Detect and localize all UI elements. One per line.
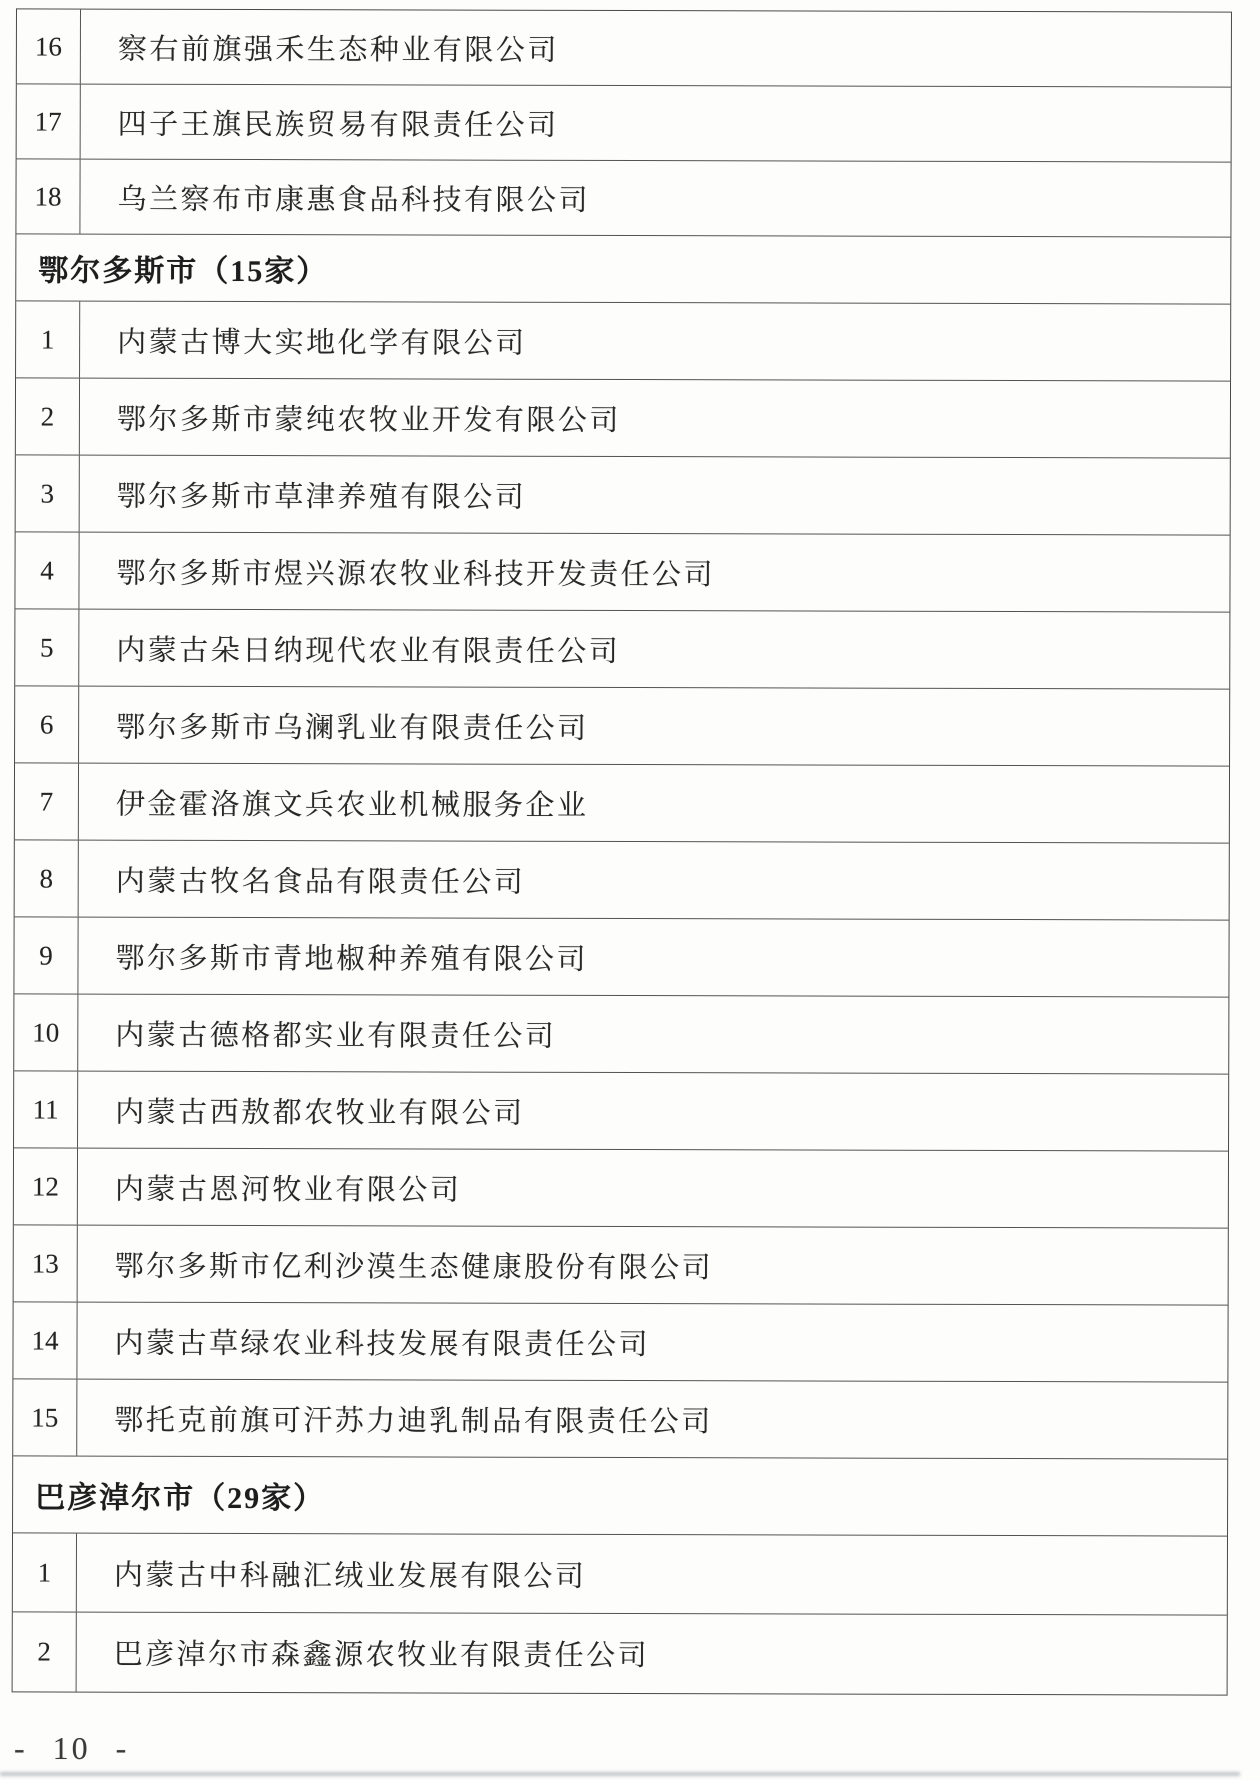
row-number: 1 <box>13 1533 77 1611</box>
section-header: 巴彦淖尔市（29家） <box>13 1456 1227 1536</box>
row-number: 18 <box>16 159 80 233</box>
table-row <box>16 301 1230 381</box>
row-number: 3 <box>16 455 80 531</box>
table-row <box>16 455 1230 535</box>
row-number: 6 <box>15 686 79 762</box>
row-number: 2 <box>13 1612 77 1691</box>
table-row <box>13 1533 1227 1615</box>
company-name: 伊金霍洛旗文兵农业机械服务企业 <box>115 788 589 822</box>
table-row <box>13 1379 1227 1459</box>
table-row <box>14 1225 1228 1305</box>
row-number: 4 <box>15 532 79 608</box>
row-number: 7 <box>15 763 79 839</box>
row-number: 14 <box>13 1302 77 1378</box>
company-name: 四子王旗民族贸易有限责任公司 <box>117 108 559 142</box>
section-header: 鄂尔多斯市（15家） <box>16 234 1230 304</box>
company-name: 鄂尔多斯市乌澜乳业有限责任公司 <box>116 711 589 745</box>
row-number: 9 <box>14 917 78 993</box>
row-number: 15 <box>13 1379 77 1455</box>
company-name: 鄂尔多斯市亿利沙漠生态健康股份有限公司 <box>114 1250 714 1284</box>
company-name: 内蒙古朵日纳现代农业有限责任公司 <box>116 634 621 668</box>
row-number: 2 <box>16 378 80 454</box>
table-row <box>14 1148 1228 1228</box>
page-number: - 10 - <box>14 1730 130 1766</box>
table-row <box>15 763 1229 843</box>
row-number: 8 <box>15 840 79 916</box>
company-name: 内蒙古牧名食品有限责任公司 <box>115 865 526 899</box>
table-row <box>13 1302 1227 1382</box>
table-row <box>16 159 1230 237</box>
company-name: 鄂尔多斯市蒙纯农牧业开发有限公司 <box>116 403 621 437</box>
company-table <box>12 8 1232 1695</box>
table-row <box>15 532 1229 612</box>
table-row <box>14 994 1228 1074</box>
table-row <box>14 917 1228 997</box>
row-number: 11 <box>14 1071 78 1147</box>
row-number: 12 <box>14 1148 78 1224</box>
company-name: 内蒙古博大实地化学有限公司 <box>117 326 527 360</box>
table-row <box>17 84 1231 162</box>
table-row <box>16 378 1230 458</box>
row-number: 1 <box>16 301 80 377</box>
table-row <box>15 609 1229 689</box>
company-name: 鄂尔多斯市青地椒种养殖有限公司 <box>115 942 589 976</box>
company-name: 内蒙古德格都实业有限责任公司 <box>115 1019 557 1053</box>
company-name: 内蒙古中科融汇绒业发展有限公司 <box>113 1559 587 1593</box>
table-row <box>13 1612 1227 1694</box>
company-name: 鄂托克前旗可汗苏力迪乳制品有限责任公司 <box>114 1404 713 1438</box>
company-name: 乌兰察布市康惠食品科技有限公司 <box>117 183 591 217</box>
company-name: 内蒙古草绿农业科技发展有限责任公司 <box>114 1327 651 1361</box>
company-name: 察右前旗强禾生态种业有限公司 <box>117 33 559 67</box>
scan-edge-artifact <box>0 1772 1240 1776</box>
company-name: 鄂尔多斯市煜兴源农牧业科技开发责任公司 <box>116 557 716 591</box>
table-row <box>14 1071 1228 1151</box>
company-name: 巴彦淖尔市森鑫源农牧业有限责任公司 <box>113 1638 650 1673</box>
row-number: 17 <box>17 84 81 158</box>
table-row <box>15 686 1229 766</box>
company-name: 内蒙古西敖都农牧业有限公司 <box>115 1096 525 1130</box>
row-number: 16 <box>17 9 81 83</box>
table-row <box>15 840 1229 920</box>
company-name: 内蒙古恩河牧业有限公司 <box>114 1173 462 1207</box>
company-name: 鄂尔多斯市草津养殖有限公司 <box>116 480 527 514</box>
row-number: 13 <box>14 1225 78 1301</box>
row-number: 10 <box>14 994 78 1070</box>
table-row <box>17 9 1231 87</box>
row-number: 5 <box>15 609 79 685</box>
